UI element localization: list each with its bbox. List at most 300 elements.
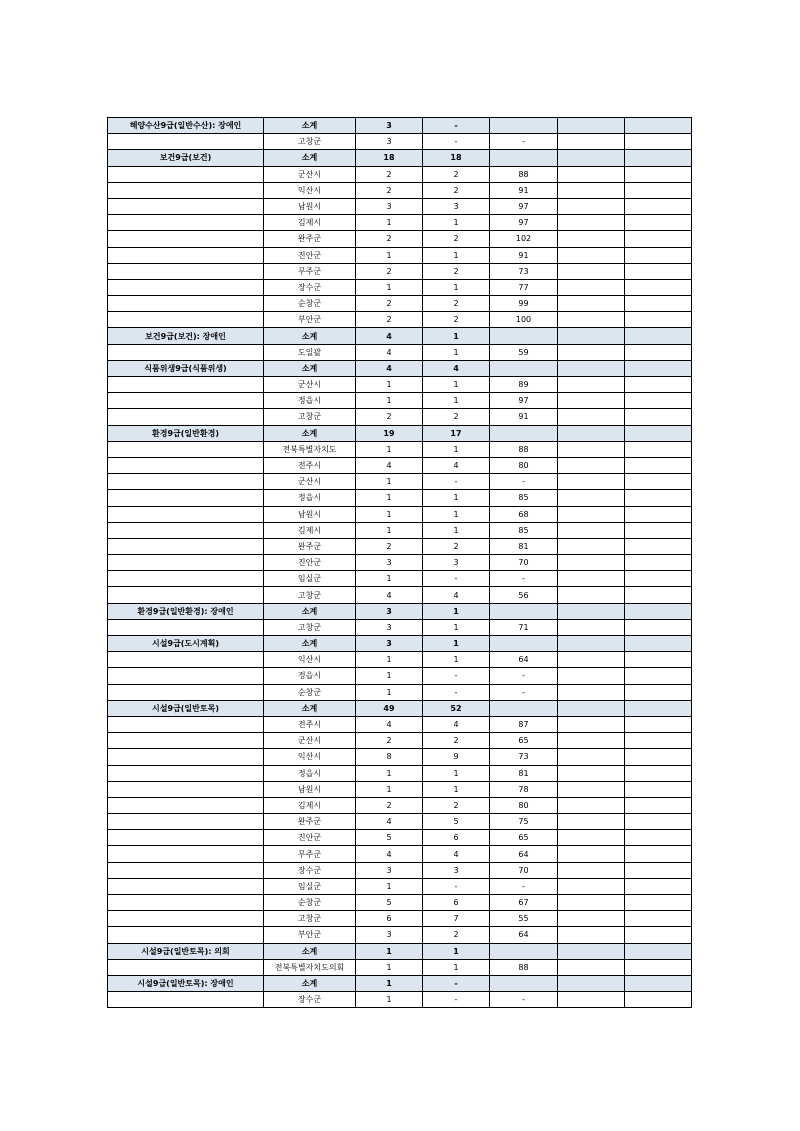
table-row xyxy=(108,312,692,328)
region-cell: 무주군 xyxy=(264,263,356,279)
empty-cell xyxy=(625,134,692,150)
table-row xyxy=(108,716,692,732)
region-cell: 정읍시 xyxy=(264,765,356,781)
subtotal-row xyxy=(108,328,692,344)
empty-cell xyxy=(625,733,692,749)
empty-cell xyxy=(558,360,625,376)
region-cell: 김제시 xyxy=(264,215,356,231)
region-cell: 군산시 xyxy=(264,166,356,182)
position-name-cell xyxy=(108,895,264,911)
position-name-cell xyxy=(108,668,264,684)
count-b-cell: - xyxy=(423,118,490,134)
count-b-cell: - xyxy=(423,878,490,894)
empty-cell xyxy=(625,668,692,684)
score-cell: - xyxy=(490,668,558,684)
count-a-cell: 1 xyxy=(356,215,423,231)
empty-cell xyxy=(558,263,625,279)
region-cell: 순창군 xyxy=(264,296,356,312)
score-cell: 59 xyxy=(490,344,558,360)
score-cell: 68 xyxy=(490,506,558,522)
count-a-cell: 4 xyxy=(356,846,423,862)
count-a-cell: 3 xyxy=(356,603,423,619)
count-b-cell: 2 xyxy=(423,927,490,943)
count-b-cell: 1 xyxy=(423,377,490,393)
count-a-cell: 19 xyxy=(356,425,423,441)
empty-cell xyxy=(558,603,625,619)
empty-cell xyxy=(625,895,692,911)
empty-cell xyxy=(625,571,692,587)
subtotal-label-cell: 소계 xyxy=(264,360,356,376)
region-cell: 장수군 xyxy=(264,862,356,878)
position-name-cell xyxy=(108,490,264,506)
empty-cell xyxy=(625,619,692,635)
subtotal-label-cell: 소계 xyxy=(264,425,356,441)
table-row xyxy=(108,797,692,813)
empty-cell xyxy=(625,198,692,214)
position-name-cell xyxy=(108,555,264,571)
score-cell xyxy=(490,603,558,619)
score-cell: 77 xyxy=(490,279,558,295)
count-b-cell: 2 xyxy=(423,166,490,182)
count-b-cell: 3 xyxy=(423,555,490,571)
count-a-cell: 1 xyxy=(356,571,423,587)
table-row xyxy=(108,927,692,943)
count-b-cell: 1 xyxy=(423,279,490,295)
count-a-cell: 4 xyxy=(356,328,423,344)
empty-cell xyxy=(625,846,692,862)
position-name-cell xyxy=(108,814,264,830)
score-cell xyxy=(490,328,558,344)
region-cell: 정읍시 xyxy=(264,668,356,684)
score-cell xyxy=(490,150,558,166)
score-cell: 71 xyxy=(490,619,558,635)
score-cell xyxy=(490,975,558,991)
position-name-cell: 시설9급(일반토목) xyxy=(108,700,264,716)
score-cell: 70 xyxy=(490,555,558,571)
subtotal-label-cell: 소계 xyxy=(264,118,356,134)
position-name-cell xyxy=(108,409,264,425)
table-row xyxy=(108,619,692,635)
empty-cell xyxy=(558,797,625,813)
table-row xyxy=(108,490,692,506)
region-cell: 익산시 xyxy=(264,652,356,668)
subtotal-row xyxy=(108,975,692,991)
position-name-cell xyxy=(108,781,264,797)
score-cell xyxy=(490,636,558,652)
region-cell: 순창군 xyxy=(264,895,356,911)
region-cell: 남원시 xyxy=(264,198,356,214)
region-cell: 김제시 xyxy=(264,797,356,813)
position-name-cell: 해양수산9급(일반수산): 장애인 xyxy=(108,118,264,134)
empty-cell xyxy=(558,231,625,247)
count-b-cell: 1 xyxy=(423,652,490,668)
empty-cell xyxy=(625,328,692,344)
empty-cell xyxy=(558,571,625,587)
score-cell: 70 xyxy=(490,862,558,878)
empty-cell xyxy=(625,765,692,781)
empty-cell xyxy=(625,360,692,376)
count-a-cell: 1 xyxy=(356,522,423,538)
empty-cell xyxy=(558,652,625,668)
subtotal-row xyxy=(108,150,692,166)
count-a-cell: 2 xyxy=(356,733,423,749)
empty-cell xyxy=(625,878,692,894)
table-row xyxy=(108,393,692,409)
empty-cell xyxy=(558,506,625,522)
count-b-cell: 2 xyxy=(423,231,490,247)
region-cell: 장수군 xyxy=(264,992,356,1008)
empty-cell xyxy=(625,263,692,279)
empty-cell xyxy=(625,781,692,797)
count-a-cell: 18 xyxy=(356,150,423,166)
region-cell: 순창군 xyxy=(264,684,356,700)
empty-cell xyxy=(625,441,692,457)
position-name-cell xyxy=(108,457,264,473)
count-a-cell: 4 xyxy=(356,716,423,732)
region-cell: 군산시 xyxy=(264,733,356,749)
position-name-cell xyxy=(108,652,264,668)
table-row xyxy=(108,652,692,668)
empty-cell xyxy=(625,555,692,571)
count-a-cell: 1 xyxy=(356,506,423,522)
region-cell: 진안군 xyxy=(264,830,356,846)
region-cell: 정읍시 xyxy=(264,490,356,506)
empty-cell xyxy=(558,959,625,975)
empty-cell xyxy=(558,215,625,231)
position-name-cell xyxy=(108,215,264,231)
table-row xyxy=(108,279,692,295)
score-cell xyxy=(490,118,558,134)
empty-cell xyxy=(625,231,692,247)
count-a-cell: 1 xyxy=(356,441,423,457)
region-cell: 고창군 xyxy=(264,911,356,927)
table-row xyxy=(108,506,692,522)
empty-cell xyxy=(625,215,692,231)
count-a-cell: 2 xyxy=(356,182,423,198)
score-cell: 85 xyxy=(490,490,558,506)
score-cell: 100 xyxy=(490,312,558,328)
position-name-cell xyxy=(108,733,264,749)
subtotal-row xyxy=(108,603,692,619)
count-a-cell: 1 xyxy=(356,279,423,295)
empty-cell xyxy=(625,927,692,943)
position-name-cell xyxy=(108,878,264,894)
position-name-cell xyxy=(108,716,264,732)
position-name-cell xyxy=(108,441,264,457)
count-b-cell: 6 xyxy=(423,830,490,846)
region-cell: 익산시 xyxy=(264,182,356,198)
count-b-cell: 1 xyxy=(423,506,490,522)
empty-cell xyxy=(558,684,625,700)
count-b-cell: 6 xyxy=(423,895,490,911)
table-row xyxy=(108,959,692,975)
subtotal-label-cell: 소계 xyxy=(264,150,356,166)
region-cell: 군산시 xyxy=(264,377,356,393)
count-b-cell: - xyxy=(423,571,490,587)
count-a-cell: 4 xyxy=(356,587,423,603)
count-b-cell: - xyxy=(423,474,490,490)
count-b-cell: 1 xyxy=(423,441,490,457)
empty-cell xyxy=(558,846,625,862)
region-cell: 무주군 xyxy=(264,846,356,862)
empty-cell xyxy=(558,474,625,490)
empty-cell xyxy=(558,457,625,473)
table-body xyxy=(108,118,692,1008)
region-cell: 완주군 xyxy=(264,538,356,554)
empty-cell xyxy=(558,781,625,797)
count-a-cell: 3 xyxy=(356,619,423,635)
count-a-cell: 1 xyxy=(356,878,423,894)
score-cell xyxy=(490,700,558,716)
table-row xyxy=(108,409,692,425)
score-cell: 64 xyxy=(490,846,558,862)
position-name-cell xyxy=(108,377,264,393)
count-a-cell: 4 xyxy=(356,360,423,376)
empty-cell xyxy=(625,975,692,991)
score-cell: - xyxy=(490,992,558,1008)
empty-cell xyxy=(558,700,625,716)
count-b-cell: 1 xyxy=(423,215,490,231)
score-cell: 88 xyxy=(490,441,558,457)
subtotal-label-cell: 소계 xyxy=(264,636,356,652)
empty-cell xyxy=(625,279,692,295)
position-name-cell xyxy=(108,797,264,813)
empty-cell xyxy=(625,490,692,506)
count-a-cell: 4 xyxy=(356,457,423,473)
empty-cell xyxy=(625,862,692,878)
empty-cell xyxy=(625,474,692,490)
count-b-cell: 1 xyxy=(423,603,490,619)
score-cell: 85 xyxy=(490,522,558,538)
region-cell: 완주군 xyxy=(264,814,356,830)
score-cell: 81 xyxy=(490,765,558,781)
count-b-cell: 4 xyxy=(423,716,490,732)
region-cell: 부안군 xyxy=(264,312,356,328)
position-name-cell xyxy=(108,198,264,214)
table-row xyxy=(108,911,692,927)
table-row xyxy=(108,247,692,263)
region-cell: 장수군 xyxy=(264,279,356,295)
score-cell: 56 xyxy=(490,587,558,603)
empty-cell xyxy=(558,296,625,312)
table-row xyxy=(108,538,692,554)
position-name-cell: 보건9급(보건): 장애인 xyxy=(108,328,264,344)
empty-cell xyxy=(625,377,692,393)
count-b-cell: 4 xyxy=(423,457,490,473)
count-a-cell: 1 xyxy=(356,992,423,1008)
count-a-cell: 1 xyxy=(356,668,423,684)
score-cell: 97 xyxy=(490,393,558,409)
count-a-cell: 2 xyxy=(356,166,423,182)
table-row xyxy=(108,992,692,1008)
empty-cell xyxy=(558,716,625,732)
empty-cell xyxy=(558,975,625,991)
count-b-cell: 3 xyxy=(423,198,490,214)
score-cell: 91 xyxy=(490,409,558,425)
position-name-cell: 시설9급(도시계획) xyxy=(108,636,264,652)
empty-cell xyxy=(558,878,625,894)
score-cell: 88 xyxy=(490,959,558,975)
count-a-cell: 2 xyxy=(356,231,423,247)
empty-cell xyxy=(625,247,692,263)
region-cell: 완주군 xyxy=(264,231,356,247)
count-b-cell: 2 xyxy=(423,538,490,554)
count-a-cell: 3 xyxy=(356,636,423,652)
empty-cell xyxy=(625,118,692,134)
table-row xyxy=(108,522,692,538)
score-cell: 64 xyxy=(490,927,558,943)
score-cell xyxy=(490,425,558,441)
score-cell: 80 xyxy=(490,457,558,473)
score-cell: 67 xyxy=(490,895,558,911)
count-a-cell: 2 xyxy=(356,263,423,279)
empty-cell xyxy=(558,636,625,652)
empty-cell xyxy=(558,134,625,150)
count-b-cell: 1 xyxy=(423,619,490,635)
empty-cell xyxy=(625,182,692,198)
empty-cell xyxy=(558,198,625,214)
position-name-cell xyxy=(108,182,264,198)
position-name-cell xyxy=(108,522,264,538)
count-a-cell: 1 xyxy=(356,959,423,975)
position-name-cell: 환경9급(일반환경): 장애인 xyxy=(108,603,264,619)
subtotal-label-cell: 소계 xyxy=(264,603,356,619)
table-row xyxy=(108,555,692,571)
region-cell: 익산시 xyxy=(264,749,356,765)
empty-cell xyxy=(625,959,692,975)
empty-cell xyxy=(558,619,625,635)
count-a-cell: 8 xyxy=(356,749,423,765)
count-a-cell: 2 xyxy=(356,797,423,813)
position-name-cell xyxy=(108,344,264,360)
count-a-cell: 3 xyxy=(356,927,423,943)
score-cell: 73 xyxy=(490,263,558,279)
empty-cell xyxy=(558,814,625,830)
count-a-cell: 4 xyxy=(356,344,423,360)
region-cell: 전북특별자치도 xyxy=(264,441,356,457)
empty-cell xyxy=(558,587,625,603)
empty-cell xyxy=(558,765,625,781)
count-b-cell: 4 xyxy=(423,587,490,603)
score-cell: 87 xyxy=(490,716,558,732)
empty-cell xyxy=(625,992,692,1008)
score-cell: 91 xyxy=(490,182,558,198)
position-name-cell xyxy=(108,684,264,700)
table-row xyxy=(108,166,692,182)
position-name-cell xyxy=(108,571,264,587)
position-name-cell xyxy=(108,749,264,765)
count-b-cell: 2 xyxy=(423,312,490,328)
count-a-cell: 2 xyxy=(356,538,423,554)
empty-cell xyxy=(558,668,625,684)
empty-cell xyxy=(558,555,625,571)
count-a-cell: 2 xyxy=(356,312,423,328)
region-cell: 고창군 xyxy=(264,409,356,425)
empty-cell xyxy=(625,716,692,732)
count-a-cell: 6 xyxy=(356,911,423,927)
empty-cell xyxy=(558,182,625,198)
count-a-cell: 1 xyxy=(356,943,423,959)
empty-cell xyxy=(558,118,625,134)
empty-cell xyxy=(558,992,625,1008)
empty-cell xyxy=(558,150,625,166)
empty-cell xyxy=(558,749,625,765)
region-cell: 고창군 xyxy=(264,134,356,150)
count-a-cell: 2 xyxy=(356,296,423,312)
empty-cell xyxy=(558,538,625,554)
count-a-cell: 1 xyxy=(356,652,423,668)
count-a-cell: 4 xyxy=(356,814,423,830)
count-b-cell: 2 xyxy=(423,733,490,749)
empty-cell xyxy=(625,457,692,473)
count-b-cell: 2 xyxy=(423,296,490,312)
empty-cell xyxy=(558,328,625,344)
count-a-cell: 3 xyxy=(356,555,423,571)
table-row xyxy=(108,781,692,797)
table-row xyxy=(108,765,692,781)
count-b-cell: 4 xyxy=(423,360,490,376)
position-name-cell xyxy=(108,279,264,295)
position-name-cell xyxy=(108,134,264,150)
score-cell: 64 xyxy=(490,652,558,668)
count-a-cell: 5 xyxy=(356,895,423,911)
count-a-cell: 3 xyxy=(356,118,423,134)
position-name-cell: 시설9급(일반토목): 장애인 xyxy=(108,975,264,991)
score-cell: 81 xyxy=(490,538,558,554)
empty-cell xyxy=(625,700,692,716)
count-a-cell: 1 xyxy=(356,490,423,506)
region-cell: 전주시 xyxy=(264,716,356,732)
region-cell: 진안군 xyxy=(264,247,356,263)
region-cell: 전주시 xyxy=(264,457,356,473)
region-cell: 임실군 xyxy=(264,571,356,587)
region-cell: 정읍시 xyxy=(264,393,356,409)
table-row xyxy=(108,134,692,150)
score-cell: - xyxy=(490,134,558,150)
empty-cell xyxy=(558,441,625,457)
empty-cell xyxy=(558,344,625,360)
score-cell: 91 xyxy=(490,247,558,263)
empty-cell xyxy=(558,377,625,393)
empty-cell xyxy=(558,895,625,911)
count-b-cell: 2 xyxy=(423,409,490,425)
count-a-cell: 1 xyxy=(356,781,423,797)
empty-cell xyxy=(625,538,692,554)
score-cell: 97 xyxy=(490,215,558,231)
empty-cell xyxy=(625,911,692,927)
score-cell xyxy=(490,943,558,959)
empty-cell xyxy=(558,830,625,846)
table-row xyxy=(108,344,692,360)
empty-cell xyxy=(625,749,692,765)
count-b-cell: 3 xyxy=(423,862,490,878)
score-cell: 89 xyxy=(490,377,558,393)
empty-cell xyxy=(625,312,692,328)
region-cell: 부안군 xyxy=(264,927,356,943)
empty-cell xyxy=(558,733,625,749)
empty-cell xyxy=(625,166,692,182)
region-cell: 진안군 xyxy=(264,555,356,571)
count-b-cell: 1 xyxy=(423,490,490,506)
empty-cell xyxy=(625,150,692,166)
score-cell: 88 xyxy=(490,166,558,182)
region-cell: 군산시 xyxy=(264,474,356,490)
subtotal-label-cell: 소계 xyxy=(264,975,356,991)
position-name-cell xyxy=(108,166,264,182)
empty-cell xyxy=(558,862,625,878)
count-b-cell: 5 xyxy=(423,814,490,830)
position-name-cell xyxy=(108,911,264,927)
